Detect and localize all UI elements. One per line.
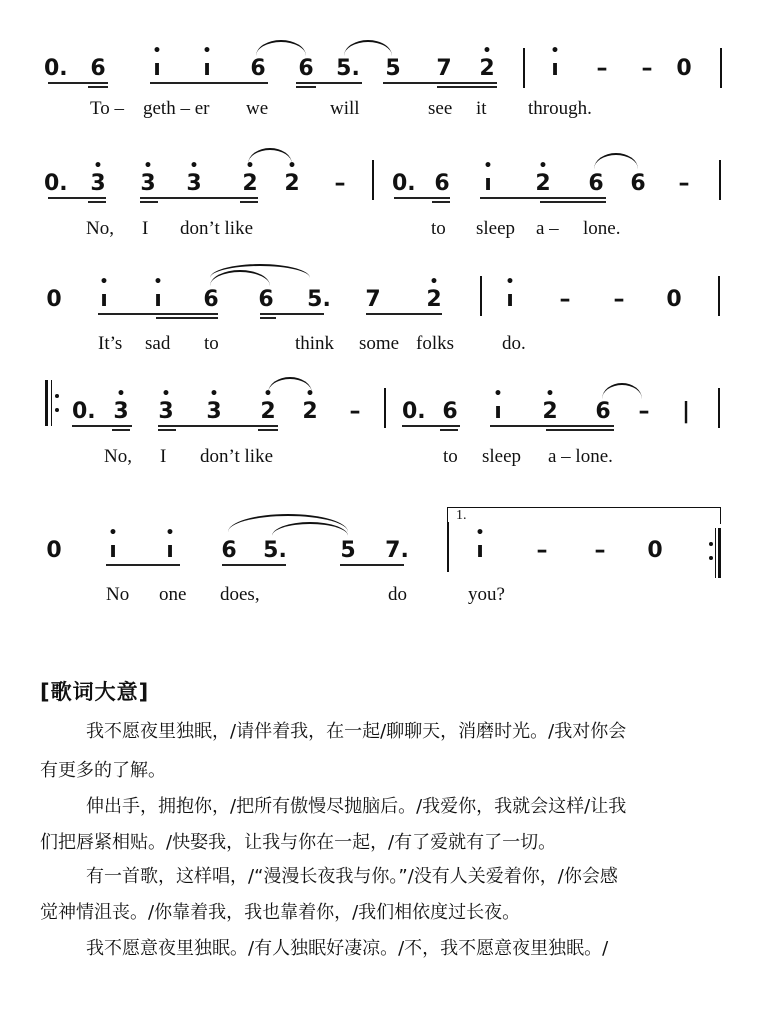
repeat-dot-icon xyxy=(55,394,59,398)
note: 0 xyxy=(46,287,62,312)
lyric: sleep xyxy=(476,218,516,239)
beam xyxy=(156,317,218,319)
note: 7 xyxy=(365,287,381,312)
note: 6 xyxy=(250,56,266,81)
note-high: • 3 xyxy=(111,401,131,423)
note-high: • ı xyxy=(488,401,508,423)
dash: – xyxy=(594,538,606,563)
lyric: I xyxy=(142,218,149,239)
high-octave-dot-icon: • xyxy=(108,525,118,541)
dash: – xyxy=(678,171,690,196)
beam xyxy=(383,82,497,84)
lyric: sad xyxy=(145,333,171,354)
note: 7 xyxy=(436,56,452,81)
beam xyxy=(158,429,176,431)
dash: | xyxy=(681,399,691,424)
note-high: • ı xyxy=(103,540,123,562)
repeat-dot-icon xyxy=(709,556,713,560)
high-octave-dot-icon: • xyxy=(305,386,315,402)
beam xyxy=(72,425,132,427)
note-high: • ı xyxy=(147,58,167,80)
high-octave-dot-icon: • xyxy=(189,158,199,174)
lyric: some xyxy=(359,333,400,354)
note-high: • 2 xyxy=(533,173,553,195)
paragraph-line: 有一首歌，这样唱，/“漫漫长夜我与你。”/没有人关爱着你，/你会感 xyxy=(86,866,618,887)
lyric: does, xyxy=(220,584,260,605)
beam xyxy=(437,86,497,88)
note: 0. xyxy=(402,399,426,424)
paragraph-line: 觉神情沮丧。/你靠着我，我也靠着你，/我们相依度过长夜。 xyxy=(40,902,521,923)
beam xyxy=(48,197,106,199)
high-octave-dot-icon: • xyxy=(429,274,439,290)
high-octave-dot-icon: • xyxy=(99,274,109,290)
note: 6 xyxy=(434,171,450,196)
note-high: • 3 xyxy=(138,173,158,195)
beam xyxy=(480,197,606,199)
repeat-dot-icon xyxy=(55,408,59,412)
slur xyxy=(248,148,292,164)
note: 6 xyxy=(595,399,611,424)
note-high: • 3 xyxy=(204,401,224,423)
note: 0. xyxy=(44,56,68,81)
bar-line xyxy=(523,48,525,88)
high-octave-dot-icon: • xyxy=(287,158,297,174)
beam xyxy=(48,82,108,84)
note: 5. xyxy=(307,287,331,312)
note-high: • ı xyxy=(478,173,498,195)
repeat-start-thick-bar xyxy=(45,380,48,426)
lyric: through. xyxy=(528,98,592,119)
high-octave-dot-icon: • xyxy=(245,158,255,174)
beam xyxy=(296,82,362,84)
lyric: I xyxy=(160,446,167,467)
note-high: • 2 xyxy=(282,173,302,195)
high-octave-dot-icon: • xyxy=(153,274,163,290)
bar-line xyxy=(718,276,720,316)
lyric: we xyxy=(246,98,269,119)
lyric: see xyxy=(428,98,453,119)
lyric: lone. xyxy=(583,218,621,239)
lyric: you? xyxy=(468,584,505,605)
high-octave-dot-icon: • xyxy=(475,525,485,541)
lyric: folks xyxy=(416,333,454,354)
lyric: to xyxy=(443,446,458,467)
high-octave-dot-icon: • xyxy=(116,386,126,402)
high-octave-dot-icon: • xyxy=(550,43,560,59)
bar-line xyxy=(372,160,374,200)
lyric: geth – er xyxy=(143,98,210,119)
beam xyxy=(546,429,614,431)
beam xyxy=(258,429,278,431)
note: 7. xyxy=(385,538,409,563)
note-high: • 3 xyxy=(156,401,176,423)
beam xyxy=(98,313,218,315)
bar-line xyxy=(719,160,721,200)
repeat-end-thick-bar xyxy=(718,528,721,578)
lyric: don’t like xyxy=(180,218,254,239)
high-octave-dot-icon: • xyxy=(93,158,103,174)
beam xyxy=(240,201,258,203)
slur xyxy=(256,40,306,56)
paragraph-line: 有更多的了解。 xyxy=(40,760,166,781)
note: 5 xyxy=(385,56,401,81)
lyric: will xyxy=(330,98,360,119)
note-high: • ı xyxy=(500,289,520,311)
high-octave-dot-icon: • xyxy=(538,158,548,174)
dash: – xyxy=(349,399,361,424)
lyric: No, xyxy=(86,218,114,239)
note-high: • ı xyxy=(94,289,114,311)
beam xyxy=(88,86,108,88)
note: 0 xyxy=(676,56,692,81)
beam xyxy=(150,82,268,84)
high-octave-dot-icon: • xyxy=(202,43,212,59)
dash: – xyxy=(559,287,571,312)
note: 0. xyxy=(392,171,416,196)
dash: – xyxy=(641,56,653,81)
bar-line xyxy=(384,388,386,428)
bar-line xyxy=(718,388,720,428)
beam xyxy=(432,201,450,203)
bar-line xyxy=(480,276,482,316)
beam xyxy=(366,313,442,315)
repeat-start-thin-bar xyxy=(51,380,52,426)
note: 0 xyxy=(647,538,663,563)
lyric: don’t like xyxy=(200,446,274,467)
repeat-end-thin-bar xyxy=(715,528,716,578)
note: 5. xyxy=(263,538,287,563)
beam xyxy=(402,425,460,427)
beam xyxy=(394,197,450,199)
dash: – xyxy=(334,171,346,196)
note: 5 xyxy=(340,538,356,563)
high-octave-dot-icon: • xyxy=(143,158,153,174)
beam xyxy=(88,201,106,203)
lyric: to xyxy=(431,218,446,239)
beam xyxy=(140,201,158,203)
dash: – xyxy=(596,56,608,81)
lyric: do xyxy=(388,584,407,605)
note: 0. xyxy=(72,399,96,424)
note-high: • 2 xyxy=(540,401,560,423)
high-octave-dot-icon: • xyxy=(482,43,492,59)
high-octave-dot-icon: • xyxy=(483,158,493,174)
beam xyxy=(440,429,458,431)
slur xyxy=(210,264,310,278)
lyric: To – xyxy=(90,98,125,119)
repeat-dot-icon xyxy=(709,542,713,546)
note-high: • ı xyxy=(197,58,217,80)
note: 6 xyxy=(221,538,237,563)
high-octave-dot-icon: • xyxy=(545,386,555,402)
high-octave-dot-icon: • xyxy=(505,274,515,290)
note: 6 xyxy=(258,287,274,312)
lyric: to xyxy=(204,333,219,354)
high-octave-dot-icon: • xyxy=(152,43,162,59)
note-high: • 2 xyxy=(300,401,320,423)
slur xyxy=(602,383,642,399)
note-high: • 2 xyxy=(258,401,278,423)
beam xyxy=(106,564,180,566)
note: 6 xyxy=(203,287,219,312)
lyric: It’s xyxy=(98,333,123,354)
beam xyxy=(490,425,614,427)
beam xyxy=(112,429,130,431)
paragraph-line: 我不愿夜里独眠，/请伴着我，在一起/聊聊天，消磨时光。/我对你会 xyxy=(86,721,627,742)
note: 6 xyxy=(90,56,106,81)
lyric: do. xyxy=(502,333,526,354)
section-title: [歌词大意] xyxy=(40,680,150,704)
note-high: • 2 xyxy=(477,58,497,80)
lyric: one xyxy=(159,584,187,605)
paragraph-line: 我不愿意夜里独眠。/有人独眠好凄凉。/不，我不愿意夜里独眠。/ xyxy=(86,938,609,959)
high-octave-dot-icon: • xyxy=(209,386,219,402)
note: 0 xyxy=(666,287,682,312)
high-octave-dot-icon: • xyxy=(263,386,273,402)
note-high: • 2 xyxy=(424,289,444,311)
note: – xyxy=(638,399,650,424)
high-octave-dot-icon: • xyxy=(493,386,503,402)
note-high: • ı xyxy=(148,289,168,311)
note-high: • ı xyxy=(545,58,565,80)
slur xyxy=(344,40,392,56)
beam xyxy=(540,201,606,203)
paragraph-line: 们把唇紧相贴。/快娶我，让我与你在一起，/有了爱就有了一切。 xyxy=(40,832,557,853)
beam xyxy=(260,317,276,319)
lyric: No xyxy=(106,584,130,605)
dash: – xyxy=(536,538,548,563)
note-high: • 3 xyxy=(184,173,204,195)
beam xyxy=(222,564,286,566)
beam xyxy=(158,425,278,427)
note: 6 xyxy=(298,56,314,81)
beam xyxy=(260,313,324,315)
slur xyxy=(594,153,638,169)
note-high: • ı xyxy=(470,540,490,562)
note: 0. xyxy=(44,171,68,196)
note-high: • ı xyxy=(160,540,180,562)
volta-bracket xyxy=(447,507,721,524)
note-high: • 3 xyxy=(88,173,108,195)
high-octave-dot-icon: • xyxy=(165,525,175,541)
lyric: think xyxy=(295,333,335,354)
note: 6 xyxy=(442,399,458,424)
note: 0 xyxy=(46,538,62,563)
lyric: it xyxy=(476,98,487,119)
note: 5. xyxy=(336,56,360,81)
lyric: No, xyxy=(104,446,132,467)
lyric: a – lone. xyxy=(548,446,613,467)
bar-line xyxy=(447,522,449,572)
note: 6 xyxy=(588,171,604,196)
beam xyxy=(340,564,404,566)
lyric: sleep xyxy=(482,446,522,467)
lyric: a – xyxy=(536,218,559,239)
slur xyxy=(268,377,312,393)
paragraph-line: 伸出手，拥抱你，/把所有傲慢尽抛脑后。/我爱你，我就会这样/让我 xyxy=(86,796,627,817)
beam xyxy=(140,197,258,199)
note: 6 xyxy=(630,171,646,196)
beam xyxy=(296,86,316,88)
dash: – xyxy=(613,287,625,312)
note-high: • 2 xyxy=(240,173,260,195)
volta-label: 1. xyxy=(456,508,467,523)
high-octave-dot-icon: • xyxy=(161,386,171,402)
bar-line xyxy=(720,48,722,88)
